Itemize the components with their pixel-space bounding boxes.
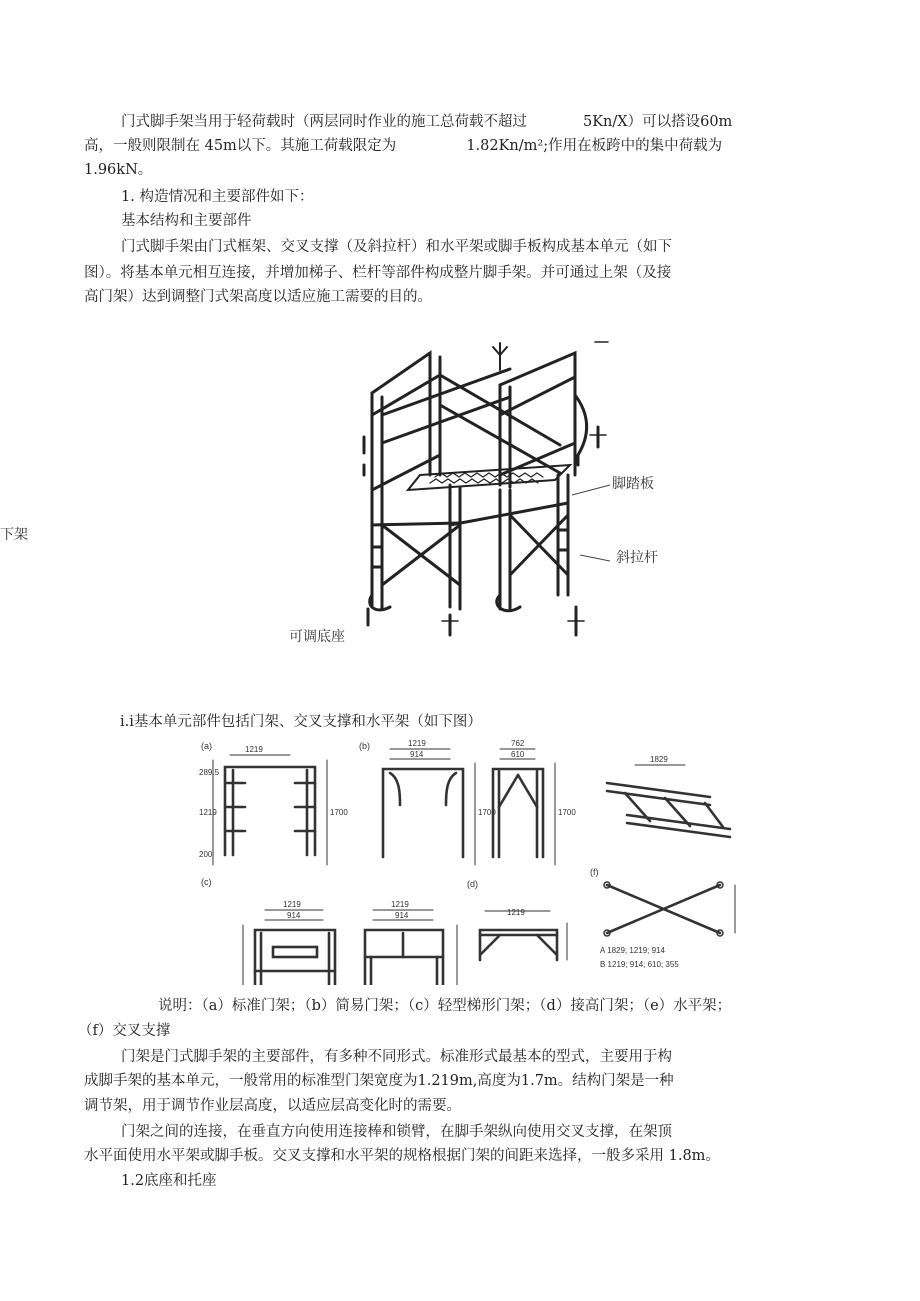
paragraph1-line1 <box>121 112 732 132</box>
f-note2: B 1219; 914; 610; 355 <box>600 960 679 969</box>
dim-d2-width-outer: 1219 <box>391 900 409 909</box>
paragraph3-line1: 门架是门式脚手架的主要部件，有多种不同形式。标准形式最基本的型式，主要用于构 <box>121 1049 672 1065</box>
dim-a-h2: 1219 <box>199 808 217 817</box>
dim-b-height: 1700 <box>478 808 496 817</box>
f-note1: A 1829; 1219; 914 <box>600 946 665 955</box>
tag-d: (d) <box>467 879 478 889</box>
dim-a-h1: 289.5 <box>199 768 220 777</box>
caption-line1: 说明：（a）标准门架；（b）简易门架；（c）轻型梯形门架；（d）接高门架；（e）水平架； <box>158 998 732 1014</box>
caption-line2: （f）交叉支撑 <box>78 1023 171 1039</box>
tag-a: (a) <box>201 741 212 751</box>
paragraph3-line2: 成脚手架的基本单元，一般常用的标准型门架宽度为1.219m,高度为1.7m。结构门架是一种 <box>84 1073 674 1089</box>
tag-f: (f) <box>590 867 599 877</box>
dim-d1-width-outer: 1219 <box>283 900 301 909</box>
paragraph2-line3: 高门架）达到调整门式架高度以适应施工需要的目的。 <box>84 289 432 305</box>
paragraph2-line2: 图）。将基本单元相互连接，并增加梯子、栏杆等部件构成整片脚手架。并可通过上架（及接 <box>84 265 672 281</box>
paragraph3-line3: 调节架，用于调节作业层高度，以适应层高变化时的需要。 <box>84 1098 461 1114</box>
paragraph1-line1-a: 门式脚手架当用于轻荷载时（两层同时作业的施工总荷载不超过 <box>121 114 527 130</box>
dim-b-width-outer: 1219 <box>408 739 426 748</box>
subheading-basic-structure: 基本结构和主要部件 <box>121 213 252 229</box>
dim-d2-width-inner: 914 <box>395 911 409 920</box>
section1-heading: 1. 构造情况和主要部件如下： <box>121 189 314 205</box>
dim-a-width: 1219 <box>245 745 263 754</box>
dim-c-height: 1700 <box>558 808 576 817</box>
dim-c-width-inner: 610 <box>511 750 525 759</box>
subsection-heading: i.i基本单元部件包括门架、交叉支撑和水平架（如下图） <box>120 714 482 730</box>
tag-b: (b) <box>359 741 370 751</box>
dim-a-h4: 200 <box>199 850 213 859</box>
components-figure <box>195 735 765 985</box>
label-foot-plank: 脚踏板 <box>612 476 654 492</box>
paragraph4-line2: 水平面使用水平架或脚手板。交叉支撑和水平架的规格根据门架的间距来选择，一般多采用 1.8m。 <box>84 1148 720 1164</box>
paragraph1-line1-b: 5Kn/X）可以搭设60m <box>583 114 733 130</box>
dim-c-width-outer: 762 <box>511 739 525 748</box>
dim-a-h3: 1700 <box>330 808 348 817</box>
dim-d3-width: 1219 <box>507 908 525 917</box>
section2-heading: 1.2底座和托座 <box>121 1173 217 1189</box>
paragraph1-line2-a: 高，一般则限制在 45m以下。其施工荷载限定为 <box>84 138 397 154</box>
paragraph1-line2-b: 1.82Kn/m²;作用在板跨中的集中荷载为 <box>466 138 723 154</box>
paragraph2-line1: 门式脚手架由门式框架、交叉支撑（及斜拉杆）和水平架或脚手板构成基本单元（如下 <box>121 239 672 255</box>
paragraph4-line1: 门架之间的连接，在垂直方向使用连接棒和锁臂，在脚手架纵向使用交叉支撑，在架顶 <box>121 1124 672 1140</box>
figure1-left-label: 下架 <box>0 527 28 543</box>
paragraph1-line2 <box>84 136 722 156</box>
paragraph1-line3: 1.96kN。 <box>84 162 153 178</box>
tag-c: (c) <box>201 877 212 887</box>
dim-b-width-inner: 914 <box>410 750 424 759</box>
label-diagonal-brace: 斜拉杆 <box>616 550 658 566</box>
dim-e-width: 1829 <box>650 755 668 764</box>
dim-d1-width-inner: 914 <box>287 911 301 920</box>
label-adjustable-base: 可调底座 <box>289 629 345 645</box>
